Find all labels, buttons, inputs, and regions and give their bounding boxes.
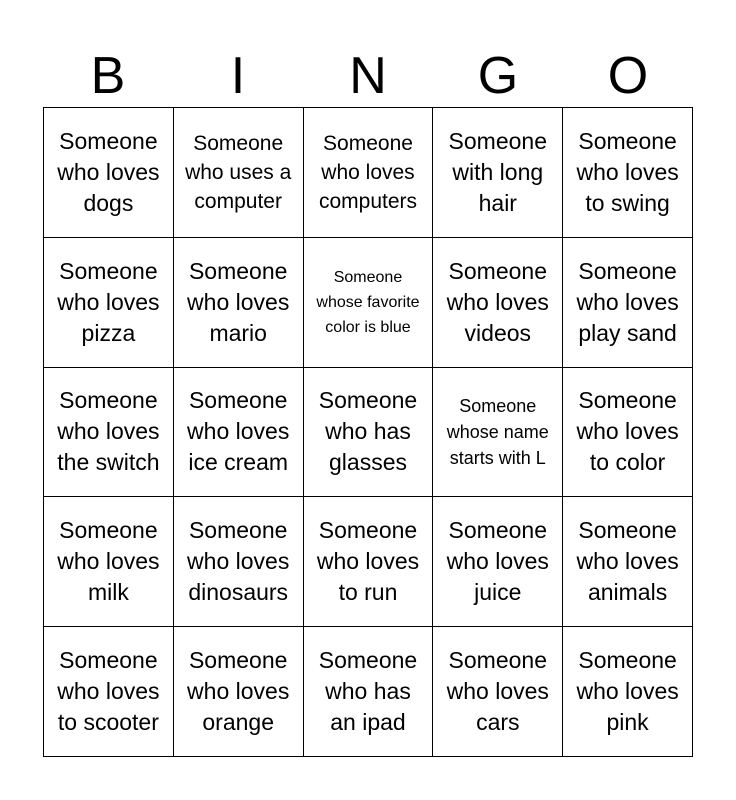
bingo-cell[interactable] [174,238,304,368]
header-letter-g: G [477,47,519,105]
bingo-cell[interactable] [174,627,304,757]
bingo-cell-text: Someone with long hair [448,127,548,216]
bingo-cell[interactable] [174,368,304,498]
bingo-cell[interactable] [174,108,304,238]
bingo-cell-text: Someone who has glasses [318,387,418,476]
bingo-cell-text: Someone who loves milk [57,517,160,606]
bingo-cell-text: Someone who loves ice cream [187,387,290,476]
bingo-cell-text: Someone whose favorite color is blue [316,268,420,336]
bingo-cell[interactable] [174,497,304,627]
bingo-cell[interactable] [304,497,434,627]
bingo-cell-text: Someone who loves orange [187,647,290,736]
bingo-cell[interactable] [44,497,174,627]
bingo-cell-text: Someone whose name starts with L [446,395,549,468]
bingo-cell[interactable] [563,627,693,757]
header-letter-i: I [230,47,246,105]
bingo-cell-text: Someone who loves to swing [576,127,679,216]
bingo-cell[interactable] [563,108,693,238]
bingo-cell[interactable] [44,627,174,757]
bingo-cell-text: Someone who loves videos [446,257,549,346]
bingo-cell[interactable] [44,238,174,368]
bingo-cell-text: Someone who loves to color [576,387,679,476]
bingo-cell-text: Someone who loves animals [576,517,679,606]
bingo-cell[interactable] [433,627,563,757]
bingo-cell-text: Someone who has an ipad [318,647,418,736]
bingo-cell[interactable] [304,108,434,238]
bingo-card-grid [43,107,693,757]
bingo-cell-text: Someone who loves pink [576,647,679,736]
bingo-cell-text: Someone who loves to scooter [57,647,160,736]
bingo-cell[interactable] [304,368,434,498]
header-letter-b: B [90,47,126,105]
header-letter-o: O [607,47,649,105]
bingo-header [43,44,693,108]
bingo-cell-text: Someone who loves mario [187,257,290,346]
bingo-cell-text: Someone who loves the switch [57,387,160,476]
bingo-cell[interactable] [304,238,434,368]
bingo-cell-text: Someone who loves dogs [57,127,160,216]
bingo-cell[interactable] [433,497,563,627]
bingo-cell-text: Someone who uses a computer [185,131,292,213]
bingo-cell[interactable] [563,238,693,368]
bingo-cell[interactable] [44,108,174,238]
bingo-cell-text: Someone who loves cars [446,647,549,736]
bingo-cell[interactable] [433,368,563,498]
bingo-cell-text: Someone who loves to run [316,517,420,606]
bingo-cell[interactable] [44,368,174,498]
bingo-cell[interactable] [304,627,434,757]
bingo-cell[interactable] [433,108,563,238]
bingo-cell-text: Someone who loves computers [318,131,418,213]
bingo-cell-text: Someone who loves dinosaurs [187,517,290,606]
bingo-cell[interactable] [563,497,693,627]
bingo-cell[interactable] [433,238,563,368]
bingo-cell-text: Someone who loves pizza [57,257,160,346]
bingo-cell-text: Someone who loves juice [446,517,549,606]
bingo-cell-text: Someone who loves play sand [576,257,679,346]
bingo-cell[interactable] [563,368,693,498]
header-letter-n: N [349,47,387,105]
